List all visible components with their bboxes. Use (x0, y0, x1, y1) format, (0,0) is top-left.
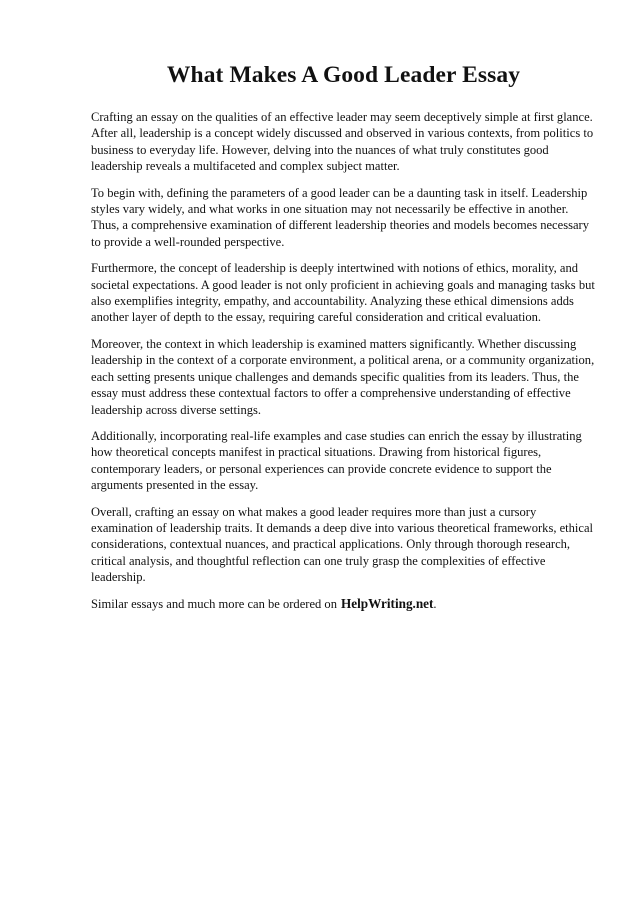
closing-line (91, 596, 596, 612)
paragraph-6: Overall, crafting an essay on what makes a good leader requires more than just a cursory examination of leadership traits. It demands a deep dive into various theoretical frameworks, ethical considerations, contextual nuances, and practical applications. Only through thorough research, critical analysis, and thoughtful reflection can one truly grasp the complexities of effective leadership. (91, 504, 594, 585)
brand-link[interactable]: HelpWriting.net (340, 595, 434, 611)
document-title: What Makes A Good Leader Essay (166, 62, 521, 88)
paragraph-5: Additionally, incorporating real-life examples and case studies can enrich the essay by illustrating how theoretical concepts manifest in practical situations. Drawing from historical figures, contemporary leaders, or personal experiences can provide concrete evidence to support the arguments presented in the essay. (91, 428, 582, 493)
paragraph-2: To begin with, defining the parameters of a good leader can be a daunting task in itself. Leadership styles vary widely, and what works in one situation may not necessarily be effective in another. Thus, a comprehensive examination of different leadership theories and models becomes necessary to provide a well-rounded perspective. (91, 185, 589, 249)
paragraph-1: Crafting an essay on the qualities of an effective leader may seem deceptively simple at first glance. After all, leadership is a concept widely discussed and observed in various contexts, from politics to business to everyday life. However, delving into the nuances of what truly constitutes good leadership reveals a multifaceted and complex subject matter. (91, 110, 594, 174)
closing-text: Similar essays and much more can be ordered on (91, 596, 337, 611)
closing-suffix: . (433, 596, 437, 611)
paragraph-3: Furthermore, the concept of leadership is deeply intertwined with notions of ethics, morality, and societal expectations. A good leader is not only proficient in achieving goals and managing tasks but also exemplifies integrity, empathy, and accountability. Analyzing these ethical dimensions adds another layer of depth to the essay, requiring careful consideration and critical evaluation. (91, 261, 595, 325)
document-body (91, 109, 596, 612)
paragraph-4: Moreover, the context in which leadership is examined matters significantly. Whether discussing leadership in the context of a corporate environment, a political arena, or a community organization, each setting presents unique challenges and demands specific qualities from its leaders. Thus, the essay must address these contextual factors to offer a comprehensive understanding of effective leadership across diverse settings. (91, 336, 595, 417)
